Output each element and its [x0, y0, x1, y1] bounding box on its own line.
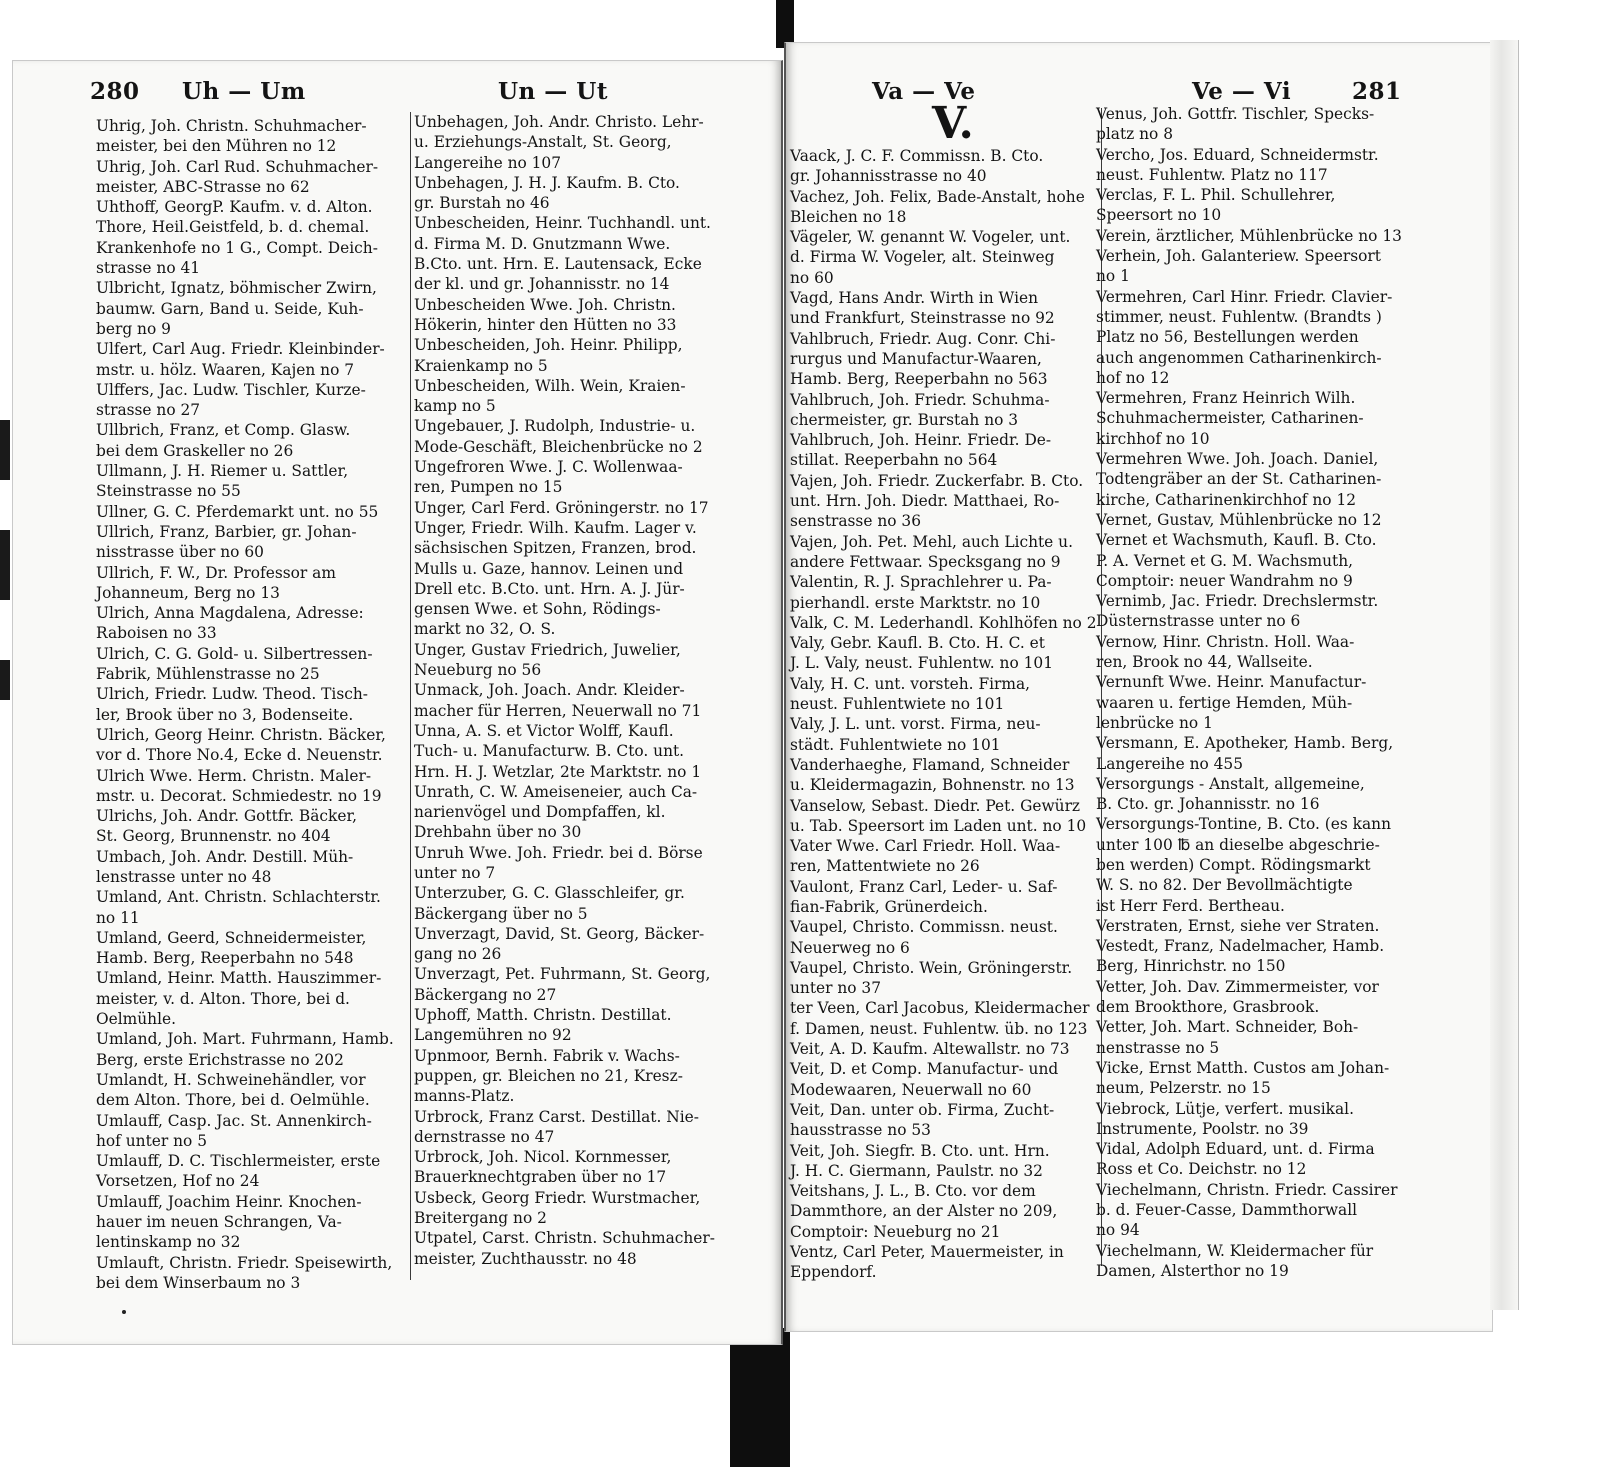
- entry-line: Unger, Gustav Friedrich, Juwelier,: [414, 640, 681, 659]
- entry-line: Unbescheiden, Joh. Heinr. Philipp,: [414, 336, 683, 355]
- entry-line: fian-Fabrik, Grünerdeich.: [790, 897, 988, 916]
- entry-line: J. L. Valy, neust. Fuhlentw. no 101: [790, 654, 1054, 673]
- entry-line: Oelmühle.: [96, 1010, 176, 1029]
- entry-line: Uhthoff, GeorgP. Kaufm. v. d. Alton.: [96, 198, 373, 217]
- entry-line: Unmack, Joh. Joach. Andr. Kleider-: [414, 681, 685, 700]
- page-number-left: 280: [90, 78, 140, 105]
- entry-line: Vägeler, W. genannt W. Vogeler, unt.: [790, 228, 1071, 247]
- entry-line: Langereihe no 107: [414, 153, 562, 172]
- entry-line: Urbrock, Franz Carst. Destillat. Nie-: [414, 1107, 699, 1126]
- entry-line: Vernimb, Jac. Friedr. Drechslermstr.: [1096, 592, 1379, 611]
- entry-line: Verhein, Joh. Galanteriew. Speersort: [1096, 247, 1381, 266]
- entry-line: Umbach, Joh. Andr. Destill. Müh-: [96, 847, 354, 866]
- entry-line: Valentin, R. J. Sprachlehrer u. Pa-: [790, 573, 1052, 592]
- entry-line: Tuch- u. Manufacturw. B. Cto. unt.: [414, 742, 685, 761]
- entry-line: Umlauff, D. C. Tischlermeister, erste: [96, 1152, 381, 1171]
- entry-line: Valk, C. M. Lederhandl. Kohlhöfen no 2: [790, 613, 1097, 632]
- entry-line: markt no 32, O. S.: [414, 620, 556, 639]
- entry-line: bei dem Graskeller no 26: [96, 441, 294, 460]
- entry-line: Unbescheiden, Heinr. Tuchhandl. unt.: [414, 214, 711, 233]
- entry-line: Unverzagt, Pet. Fuhrmann, St. Georg,: [414, 965, 711, 984]
- entry-line: Usbeck, Georg Friedr. Wurstmacher,: [414, 1188, 701, 1207]
- entry-line: Dammthore, an der Alster no 209,: [790, 1202, 1058, 1221]
- entry-line: Bäckergang no 27: [414, 985, 557, 1004]
- entry-line: Vicke, Ernst Matth. Custos am Johan-: [1096, 1058, 1390, 1077]
- edge-mark: [0, 420, 10, 480]
- entry-line: auch angenommen Catharinenkirch-: [1096, 348, 1382, 367]
- entry-line: Ullrich, Franz, Barbier, gr. Johan-: [96, 522, 357, 541]
- entry-line: P. A. Vernet et G. M. Wachsmuth,: [1096, 551, 1354, 570]
- entry-line: unt. Hrn. Joh. Diedr. Matthaei, Ro-: [790, 492, 1060, 511]
- entry-line: Versorgungs-Tontine, B. Cto. (es kann: [1096, 815, 1391, 834]
- entry-line: Upnmoor, Bernh. Fabrik v. Wachs-: [414, 1046, 680, 1065]
- entry-line: mstr. u. Decorat. Schmiedestr. no 19: [96, 786, 382, 805]
- entry-line: Vanselow, Sebast. Diedr. Pet. Gewürz: [790, 796, 1081, 815]
- ink-speck: [122, 1310, 126, 1314]
- entry-line: Breitergang no 2: [414, 1209, 547, 1228]
- entry-line: St. Georg, Brunnenstr. no 404: [96, 827, 331, 846]
- entry-line: ler, Brook über no 3, Bodenseite.: [96, 705, 354, 724]
- entry-line: Vermehren Wwe. Joh. Joach. Daniel,: [1096, 450, 1379, 469]
- directory-column-left-2: [414, 112, 715, 1269]
- entry-line: Raboisen no 33: [96, 624, 217, 643]
- entry-line: Vahlbruch, Joh. Heinr. Friedr. De-: [790, 431, 1052, 450]
- entry-line: Uhrig, Joh. Carl Rud. Schuhmacher-: [96, 157, 379, 176]
- entry-line: Neueburg no 56: [414, 661, 542, 680]
- entry-line: Bäckergang über no 5: [414, 904, 588, 923]
- entry-line: unter 100 ℔ an dieselbe abgeschrie-: [1096, 835, 1380, 854]
- entry-line: der kl. und gr. Johannisstr. no 14: [414, 275, 670, 294]
- entry-line: meister, bei den Mühren no 12: [96, 137, 337, 156]
- entry-line: Umland, Geerd, Schneidermeister,: [96, 928, 367, 947]
- entry-line: no 60: [790, 268, 834, 287]
- entry-line: Unbescheiden Wwe. Joh. Christn.: [414, 295, 676, 314]
- entry-line: meister, Zuchthausstr. no 48: [414, 1249, 637, 1268]
- entry-line: Verstraten, Ernst, siehe ver Straten.: [1096, 916, 1380, 935]
- entry-line: kirchhof no 10: [1096, 429, 1210, 448]
- section-letter: V.: [932, 98, 974, 149]
- entry-line: städt. Fuhlentwiete no 101: [790, 735, 1001, 754]
- entry-line: Viebrock, Lütje, verfert. musikal.: [1096, 1099, 1354, 1118]
- entry-line: Vernow, Hinr. Christn. Holl. Waa-: [1096, 632, 1355, 651]
- entry-line: Ventz, Carl Peter, Mauermeister, in: [790, 1243, 1064, 1262]
- entry-line: Unruh Wwe. Joh. Friedr. bei d. Börse: [414, 843, 703, 862]
- entry-line: Unrath, C. W. Ameiseneier, auch Ca-: [414, 782, 698, 801]
- entry-line: Bleichen no 18: [790, 207, 907, 226]
- entry-line: d. Firma M. D. Gnutzmann Wwe.: [414, 234, 671, 253]
- entry-line: Todtengräber an der St. Catharinen-: [1096, 470, 1382, 489]
- entry-line: Venus, Joh. Gottfr. Tischler, Specks-: [1096, 105, 1375, 123]
- entry-line: Hamb. Berg, Reeperbahn no 563: [790, 370, 1048, 389]
- entry-line: gensen Wwe. et Sohn, Rödings-: [414, 600, 661, 619]
- entry-line: Berg, erste Erichstrasse no 202: [96, 1050, 344, 1069]
- entry-line: Unterzuber, G. C. Glasschleifer, gr.: [414, 884, 685, 903]
- entry-line: Unna, A. S. et Victor Wolff, Kaufl.: [414, 721, 674, 740]
- entry-line: chermeister, gr. Burstah no 3: [790, 410, 1019, 429]
- entry-line: Umland, Joh. Mart. Fuhrmann, Hamb.: [96, 1030, 394, 1049]
- entry-line: und Frankfurt, Steinstrasse no 92: [790, 309, 1055, 328]
- entry-line: gr. Burstah no 46: [414, 194, 550, 213]
- entry-line: Ulrichs, Joh. Andr. Gottfr. Bäcker,: [96, 807, 358, 826]
- entry-line: Hamb. Berg, Reeperbahn no 548: [96, 949, 354, 968]
- entry-line: waaren u. fertige Hemden, Müh-: [1096, 693, 1353, 712]
- entry-line: gr. Johannisstrasse no 40: [790, 167, 987, 186]
- entry-line: Vermehren, Franz Heinrich Wilh.: [1096, 389, 1356, 408]
- entry-line: Mulls u. Gaze, hannov. Leinen und: [414, 559, 684, 578]
- entry-line: Vermehren, Carl Hinr. Friedr. Clavier-: [1096, 287, 1393, 306]
- entry-line: ben werden) Compt. Rödingsmarkt: [1096, 855, 1371, 874]
- entry-line: gang no 26: [414, 945, 502, 964]
- directory-column-left-1: [96, 116, 394, 1293]
- entry-line: Unbehagen, J. H. J. Kaufm. B. Cto.: [414, 173, 680, 192]
- entry-line: Umlauff, Casp. Jac. St. Annenkirch-: [96, 1111, 372, 1130]
- entry-line: Viechelmann, Christn. Friedr. Cassirer: [1096, 1180, 1398, 1199]
- entry-line: dem Alton. Thore, bei d. Oelmühle.: [96, 1091, 370, 1110]
- entry-line: Veit, A. D. Kaufm. Altewallstr. no 73: [790, 1040, 1070, 1059]
- entry-line: Versmann, E. Apotheker, Hamb. Berg,: [1096, 734, 1394, 753]
- entry-line: strasse no 27: [96, 401, 201, 420]
- binding-bottom: [730, 1328, 790, 1467]
- entry-line: Vaulont, Franz Carl, Leder- u. Saf-: [790, 877, 1058, 896]
- entry-line: hof unter no 5: [96, 1131, 207, 1150]
- entry-line: narienvögel und Dompfaffen, kl.: [414, 803, 666, 822]
- column-rule: [410, 112, 411, 1280]
- edge-mark: [0, 660, 10, 700]
- entry-line: Ulrich Wwe. Herm. Christn. Maler-: [96, 766, 372, 785]
- entry-line: f. Damen, neust. Fuhlentw. üb. no 123: [790, 1019, 1088, 1038]
- entry-line: Ullner, G. C. Pferdemarkt unt. no 55: [96, 502, 379, 521]
- entry-line: Unger, Friedr. Wilh. Kaufm. Lager v.: [414, 518, 697, 537]
- entry-line: Vachez, Joh. Felix, Bade-Anstalt, hohe: [790, 187, 1085, 206]
- entry-line: Fabrik, Mühlenstrasse no 25: [96, 665, 320, 684]
- entry-line: Ulrich, C. G. Gold- u. Silbertressen-: [96, 644, 373, 663]
- entry-line: unter no 37: [790, 979, 882, 998]
- entry-line: pierhandl. erste Marktstr. no 10: [790, 593, 1041, 612]
- entry-line: u. Tab. Speersort im Laden unt. no 10: [790, 816, 1087, 835]
- entry-line: Mode-Geschäft, Bleichenbrücke no 2: [414, 437, 703, 456]
- entry-line: Eppendorf.: [790, 1263, 877, 1282]
- entry-line: Ullrich, F. W., Dr. Professor am: [96, 563, 336, 582]
- entry-line: kamp no 5: [414, 397, 496, 416]
- entry-line: Veit, Dan. unter ob. Firma, Zucht-: [790, 1100, 1055, 1119]
- entry-line: Ulfert, Carl Aug. Friedr. Kleinbinder-: [96, 340, 385, 359]
- entry-line: Vetter, Joh. Mart. Schneider, Boh-: [1096, 1018, 1359, 1037]
- entry-line: stimmer, neust. Fuhlentw. (Brandts ): [1096, 307, 1382, 326]
- edge-mark: [0, 530, 10, 600]
- entry-line: Umland, Heinr. Matth. Hauszimmer-: [96, 969, 382, 988]
- entry-line: Johanneum, Berg no 13: [96, 583, 280, 602]
- entry-line: Uphoff, Matth. Christn. Destillat.: [414, 1006, 672, 1025]
- entry-line: Unger, Carl Ferd. Gröningerstr. no 17: [414, 498, 709, 517]
- entry-line: no 94: [1096, 1221, 1140, 1240]
- entry-line: Vater Wwe. Carl Friedr. Holl. Waa-: [790, 837, 1061, 856]
- entry-line: b. d. Feuer-Casse, Dammthorwall: [1096, 1201, 1358, 1220]
- entry-line: senstrasse no 36: [790, 512, 921, 531]
- entry-line: Krankenhofe no 1 G., Compt. Deich-: [96, 238, 378, 257]
- entry-line: W. S. no 82. Der Bevollmächtigte: [1096, 876, 1353, 895]
- entry-line: Ullbrich, Franz, et Comp. Glasw.: [96, 421, 351, 440]
- entry-line: Vajen, Joh. Friedr. Zuckerfabr. B. Cto.: [790, 471, 1084, 490]
- entry-line: Veit, D. et Comp. Manufactur- und: [790, 1060, 1059, 1079]
- entry-line: hauer im neuen Schrangen, Va-: [96, 1213, 342, 1232]
- page-edge: [1490, 40, 1519, 1310]
- entry-line: meister, ABC-Strasse no 62: [96, 177, 310, 196]
- entry-line: no 1: [1096, 267, 1130, 286]
- entry-line: lenbrücke no 1: [1096, 713, 1213, 732]
- entry-line: mstr. u. hölz. Waaren, Kajen no 7: [96, 360, 355, 379]
- entry-line: Schuhmachermeister, Catharinen-: [1096, 409, 1364, 428]
- entry-line: dem Brookthore, Grasbrook.: [1096, 998, 1320, 1017]
- entry-line: Ulbricht, Ignatz, böhmischer Zwirn,: [96, 279, 377, 298]
- entry-line: Hrn. H. J. Wetzlar, 2te Marktstr. no 1: [414, 762, 702, 781]
- entry-line: Unbescheiden, Wilh. Wein, Kraien-: [414, 376, 686, 395]
- entry-line: Instrumente, Poolstr. no 39: [1096, 1119, 1309, 1138]
- page-number-right: 281: [1352, 78, 1402, 105]
- entry-line: neust. Fuhlentw. Platz no 117: [1096, 165, 1328, 184]
- entry-line: Valy, J. L. unt. vorst. Firma, neu-: [790, 715, 1041, 734]
- entry-line: Langemühren no 92: [414, 1026, 572, 1045]
- entry-line: unter no 7: [414, 863, 496, 882]
- entry-line: Ullmann, J. H. Riemer u. Sattler,: [96, 462, 349, 481]
- entry-line: dernstrasse no 47: [414, 1127, 555, 1146]
- entry-line: baumw. Garn, Band u. Seide, Kuh-: [96, 299, 364, 318]
- entry-line: B.Cto. unt. Hrn. E. Lautensack, Ecke: [414, 255, 702, 274]
- entry-line: Umlauft, Christn. Friedr. Speisewirth,: [96, 1253, 393, 1272]
- entry-line: vor d. Thore No.4, Ecke d. Neuenstr.: [96, 746, 383, 765]
- entry-line: Veitshans, J. L., B. Cto. vor dem: [790, 1182, 1036, 1201]
- entry-line: Vahlbruch, Friedr. Aug. Conr. Chi-: [790, 329, 1056, 348]
- entry-line: platz no 8: [1096, 125, 1173, 144]
- entry-line: Brauerknechtgraben über no 17: [414, 1168, 667, 1187]
- entry-line: Utpatel, Carst. Christn. Schuhmacher-: [414, 1229, 715, 1248]
- entry-line: Veit, Joh. Siegfr. B. Cto. unt. Hrn.: [790, 1141, 1050, 1160]
- header-right-range-2: Ve — Vi: [1192, 78, 1292, 105]
- entry-line: Umlauff, Joachim Heinr. Knochen-: [96, 1192, 362, 1211]
- entry-line: kirche, Catharinenkirchhof no 12: [1096, 490, 1357, 509]
- entry-line: Ulffers, Jac. Ludw. Tischler, Kurze-: [96, 380, 366, 399]
- entry-line: Vetter, Joh. Dav. Zimmermeister, vor: [1096, 977, 1379, 996]
- entry-line: Verclas, F. L. Phil. Schullehrer,: [1096, 186, 1336, 205]
- entry-line: Vorsetzen, Hof no 24: [96, 1172, 260, 1191]
- entry-line: Ulrich, Friedr. Ludw. Theod. Tisch-: [96, 685, 368, 704]
- entry-line: Vahlbruch, Joh. Friedr. Schuhma-: [790, 390, 1050, 409]
- header-right-range: Va — Ve: [872, 78, 976, 105]
- entry-line: Vajen, Joh. Pet. Mehl, auch Lichte u.: [790, 532, 1073, 551]
- entry-line: macher für Herren, Neuerwall no 71: [414, 701, 702, 720]
- entry-line: sächsischen Spitzen, Franzen, brod.: [414, 539, 697, 558]
- entry-line: Verein, ärztlicher, Mühlenbrücke no 13: [1096, 226, 1402, 245]
- entry-line: meister, v. d. Alton. Thore, bei d.: [96, 989, 350, 1008]
- header-left-range: Uh — Um: [182, 78, 306, 105]
- entry-line: Berg, Hinrichstr. no 150: [1096, 957, 1286, 976]
- entry-line: Vaupel, Christo. Commissn. neust.: [790, 918, 1058, 937]
- entry-line: Vestedt, Franz, Nadelmacher, Hamb.: [1096, 937, 1385, 956]
- entry-line: Viechelmann, W. Kleidermacher für: [1096, 1241, 1374, 1260]
- entry-line: Ulrich, Anna Magdalena, Adresse:: [96, 604, 364, 623]
- entry-line: neust. Fuhlentwiete no 101: [790, 695, 1005, 714]
- entry-line: Vernunft Wwe. Heinr. Manufactur-: [1096, 673, 1367, 692]
- entry-line: Comptoir: Neueburg no 21: [790, 1222, 1001, 1241]
- entry-line: Vernet et Wachsmuth, Kaufl. B. Cto.: [1096, 531, 1377, 550]
- entry-line: Urbrock, Joh. Nicol. Kornmesser,: [414, 1148, 672, 1167]
- entry-line: d. Firma W. Vogeler, alt. Steinweg: [790, 248, 1055, 267]
- entry-line: Thore, Heil.Geistfeld, b. d. chemal.: [96, 218, 370, 237]
- entry-line: Hökerin, hinter den Hütten no 33: [414, 315, 677, 334]
- entry-line: Unbehagen, Joh. Andr. Christo. Lehr-: [414, 113, 704, 131]
- entry-line: Drehbahn über no 30: [414, 823, 582, 842]
- entry-line: ren, Pumpen no 15: [414, 478, 563, 497]
- entry-line: J. H. C. Giermann, Paulstr. no 32: [790, 1161, 1043, 1180]
- entry-line: puppen, gr. Bleichen no 21, Kresz-: [414, 1066, 683, 1085]
- entry-line: berg no 9: [96, 319, 171, 338]
- entry-line: strasse no 41: [96, 259, 201, 278]
- entry-line: Drell etc. B.Cto. unt. Hrn. A. J. Jür-: [414, 579, 685, 598]
- entry-line: Langereihe no 455: [1096, 754, 1244, 773]
- entry-line: Damen, Alsterthor no 19: [1096, 1261, 1289, 1280]
- entry-line: Vernet, Gustav, Mühlenbrücke no 12: [1096, 510, 1382, 529]
- entry-line: nenstrasse no 5: [1096, 1038, 1220, 1057]
- entry-line: Platz no 56, Bestellungen werden: [1096, 328, 1359, 347]
- entry-line: Versorgungs - Anstalt, allgemeine,: [1096, 774, 1365, 793]
- entry-line: nisstrasse über no 60: [96, 543, 264, 562]
- entry-line: Umland, Ant. Christn. Schlachterstr.: [96, 888, 381, 907]
- entry-line: ist Herr Ferd. Bertheau.: [1096, 896, 1285, 915]
- entry-line: hof no 12: [1096, 368, 1170, 387]
- entry-line: andere Fettwaar. Specksgang no 9: [790, 552, 1061, 571]
- entry-line: Vaupel, Christo. Wein, Gröningerstr.: [790, 958, 1073, 977]
- entry-line: lentinskamp no 32: [96, 1233, 241, 1252]
- entry-line: Umlandt, H. Schweinehändler, vor: [96, 1070, 366, 1089]
- binding-top: [776, 0, 794, 48]
- entry-line: Modewaaren, Neuerwall no 60: [790, 1080, 1032, 1099]
- entry-line: Ross et Co. Deichstr. no 12: [1096, 1160, 1307, 1179]
- entry-line: Düsternstrasse unter no 6: [1096, 612, 1301, 631]
- header-left-range-2: Un — Ut: [498, 78, 608, 105]
- entry-line: hausstrasse no 53: [790, 1121, 931, 1140]
- entry-line: neum, Pelzerstr. no 15: [1096, 1079, 1271, 1098]
- entry-line: bei dem Winserbaum no 3: [96, 1273, 301, 1292]
- entry-line: ren, Mattentwiete no 26: [790, 857, 980, 876]
- entry-line: Uhrig, Joh. Christn. Schuhmacher-: [96, 117, 367, 135]
- entry-line: ter Veen, Carl Jacobus, Kleidermacher: [790, 999, 1090, 1018]
- entry-line: Speersort no 10: [1096, 206, 1222, 225]
- entry-line: lenstrasse unter no 48: [96, 867, 272, 886]
- entry-line: B. Cto. gr. Johannisstr. no 16: [1096, 795, 1320, 814]
- entry-line: Steinstrasse no 55: [96, 482, 241, 501]
- entry-line: Unverzagt, David, St. Georg, Bäcker-: [414, 924, 705, 943]
- directory-column-right-2: [1096, 104, 1402, 1281]
- entry-line: Valy, H. C. unt. vorsteh. Firma,: [790, 674, 1031, 693]
- directory-column-right-1: [790, 146, 1097, 1283]
- entry-line: Neuerweg no 6: [790, 938, 910, 957]
- entry-line: ren, Brook no 44, Wallseite.: [1096, 653, 1313, 672]
- entry-line: Ungefroren Wwe. J. C. Wollenwaa-: [414, 458, 683, 477]
- entry-line: rurgus und Manufactur-Waaren,: [790, 349, 1042, 368]
- entry-line: u. Erziehungs-Anstalt, St. Georg,: [414, 133, 672, 152]
- entry-line: stillat. Reeperbahn no 564: [790, 451, 998, 470]
- entry-line: Ungebauer, J. Rudolph, Industrie- u.: [414, 417, 696, 436]
- entry-line: manns-Platz.: [414, 1087, 515, 1106]
- entry-line: Vagd, Hans Andr. Wirth in Wien: [790, 289, 1039, 308]
- entry-line: Comptoir: neuer Wandrahm no 9: [1096, 571, 1353, 590]
- entry-line: Vaack, J. C. F. Commissn. B. Cto.: [790, 147, 1044, 165]
- entry-line: Valy, Gebr. Kaufl. B. Cto. H. C. et: [790, 634, 1045, 653]
- entry-line: Vercho, Jos. Eduard, Schneidermstr.: [1096, 145, 1379, 164]
- entry-line: u. Kleidermagazin, Bohnenstr. no 13: [790, 776, 1075, 795]
- entry-line: Kraienkamp no 5: [414, 356, 548, 375]
- entry-line: Ulrich, Georg Heinr. Christn. Bäcker,: [96, 725, 386, 744]
- entry-line: Vanderhaeghe, Flamand, Schneider: [790, 755, 1070, 774]
- entry-line: Vidal, Adolph Eduard, unt. d. Firma: [1096, 1140, 1375, 1159]
- entry-line: no 11: [96, 908, 140, 927]
